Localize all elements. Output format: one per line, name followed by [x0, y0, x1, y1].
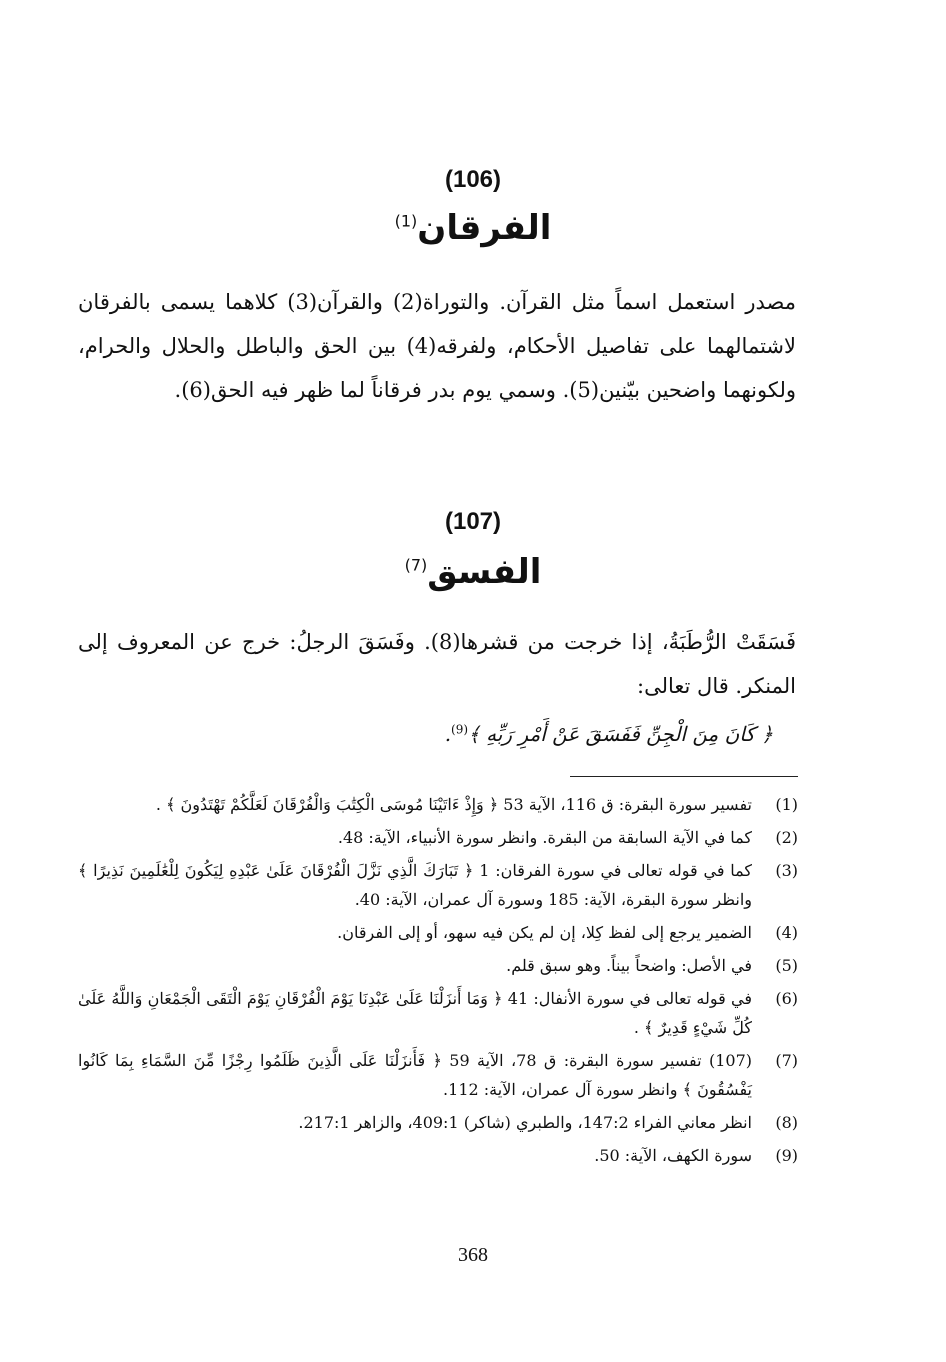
entry-106-title — [0, 208, 946, 248]
footnotes — [78, 790, 798, 1174]
footnote-text: الضمير يرجع إلى لفظ كِلا، إن لم يكن فيه سهو، أو إلى الفرقان. — [337, 923, 752, 942]
footnote-number: (8) — [775, 1113, 798, 1132]
quran-verse-text: ﴿ كَانَ مِنَ الْجِنِّ فَفَسَقَ عَنْ أَمْرِ رَبِّهِ ﴾ — [468, 722, 773, 746]
footnote-5 — [78, 951, 798, 980]
entry-107-number: (107) — [444, 508, 502, 535]
footnote-6 — [78, 984, 798, 1042]
footnote-4 — [78, 918, 798, 947]
entry-106-title-ref: (1) — [394, 211, 418, 231]
footnote-number: (9) — [775, 1146, 798, 1165]
footnote-number: (3) — [775, 861, 798, 880]
entry-107-paragraph: فَسَقَتْ الرُّطَبَةُ، إذا خرجت من قشرها(8). وفَسَقَ الرجلُ: خرج عن المعروف إلى المنكر. قال تعالى: — [78, 630, 796, 698]
footnote-divider — [570, 776, 798, 777]
footnote-number: (7) — [775, 1051, 798, 1070]
page-number: 368 — [458, 1244, 488, 1266]
footnote-text: كما في قوله تعالى في سورة الفرقان: 1 ﴿ تَبَارَكَ الَّذِي نَزَّلَ الْفُرْقَانَ عَلَىٰ عَبْدِهِ لِيَكُونَ لِلْعَٰلَمِينَ نَذِيرًا ﴾ وانظر سورة البقرة، الآية: 185 وسورة آل عمران، الآية: 40. — [78, 861, 753, 909]
footnote-number: (1) — [775, 795, 798, 814]
footnote-number: (4) — [775, 923, 798, 942]
entry-106-title-text: الفرقان — [417, 208, 552, 248]
footnote-7 — [78, 1046, 798, 1104]
quran-verse-end: . — [444, 722, 452, 746]
footnote-9 — [78, 1141, 798, 1170]
footnote-8 — [78, 1108, 798, 1137]
entry-106-paragraph: مصدر استعمل اسماً مثل القرآن. والتوراة(2) والقرآن(3) كلاهما يسمى بالفرقان لاشتمالهما على تفاصيل الأحكام، ولفرقه(4) بين الحق والباطل والحلال والحرام، ولكونهما واضحين بيّنين(5). وسمي يوم بدر فرقاناً لما ظهر فيه الحق(6). — [78, 290, 797, 402]
entry-107-title-text: الفسق — [427, 552, 542, 592]
quran-verse — [78, 722, 773, 746]
footnote-2 — [78, 823, 798, 852]
footnote-text: (107) تفسير سورة البقرة: ق 78، الآية 59 ﴿ فَأَنزَلْنَا عَلَى الَّذِينَ ظَلَمُوا رِجْزًا مِّنَ السَّمَاءِ بِمَا كَانُوا يَفْسُقُونَ ﴾ وانظر سورة آل عمران، الآية: 112. — [78, 1051, 753, 1099]
footnote-text: كما في الآية السابقة من البقرة. وانظر سورة الأنبياء، الآية: 48. — [337, 828, 752, 847]
footnote-1 — [78, 790, 798, 819]
footnote-text: في الأصل: واضحاً بيناً. وهو سبق قلم. — [506, 956, 752, 975]
entry-106-number: (106) — [444, 166, 502, 193]
footnote-text: تفسير سورة البقرة: ق 116، الآية 53 ﴿ وَإِذْ ءَاتَيْنَا مُوسَى الْكِتَٰبَ وَالْفُرْقَانَ لَعَلَّكُمْ تَهْتَدُونَ ﴾ . — [155, 795, 752, 814]
footnote-number: (5) — [775, 956, 798, 975]
footnote-3 — [78, 856, 798, 914]
quran-verse-ref: (9) — [451, 722, 469, 737]
footnote-number: (6) — [775, 989, 798, 1008]
footnote-text: سورة الكهف، الآية: 50. — [594, 1146, 752, 1165]
footnote-text: انظر معاني الفراء 147:2، والطبري (شاكر) 409:1، والزاهر 217:1. — [298, 1113, 752, 1132]
entry-107-title — [0, 552, 946, 592]
entry-107-title-ref: (7) — [404, 555, 428, 575]
footnote-number: (2) — [775, 828, 798, 847]
footnote-text: في قوله تعالى في سورة الأنفال: 41 ﴿ وَمَا أَنزَلْنَا عَلَىٰ عَبْدِنَا يَوْمَ الْفُرْقَانِ يَوْمَ الْتَقَى الْجَمْعَانِ وَاللَّهُ عَلَىٰ كُلِّ شَيْءٍ قَدِيرٌ ﴾ . — [78, 989, 752, 1037]
